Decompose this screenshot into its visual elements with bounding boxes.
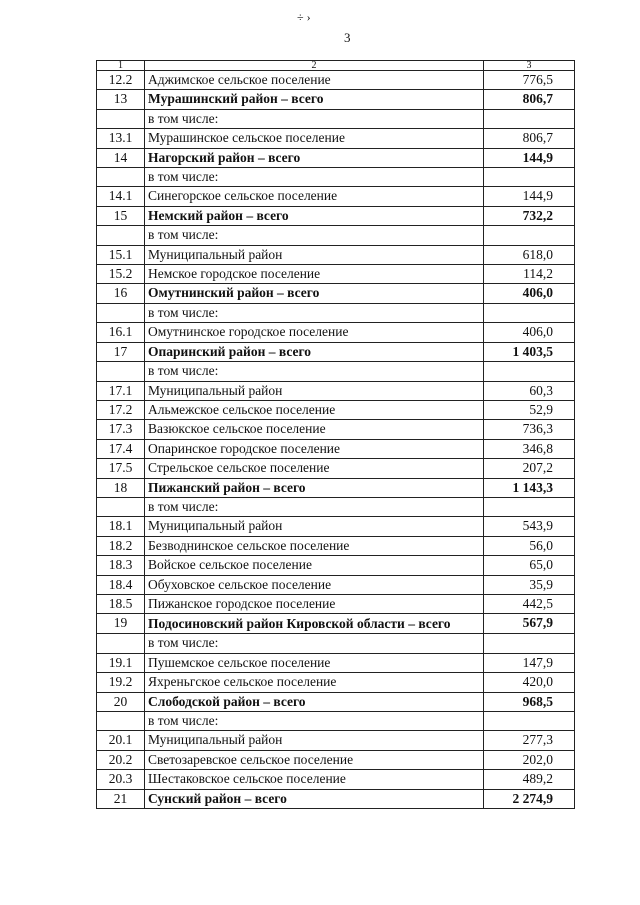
- column-header-1: 1: [97, 61, 145, 71]
- row-name: Муниципальный район: [145, 245, 484, 264]
- row-number: 19.1: [97, 653, 145, 672]
- row-number: 20.2: [97, 750, 145, 769]
- row-value: [484, 303, 575, 322]
- table-row: [97, 536, 575, 555]
- row-value: 1 143,3: [484, 478, 575, 497]
- row-number: 19: [97, 614, 145, 634]
- row-value: 2 274,9: [484, 789, 575, 808]
- column-number-row: [97, 61, 575, 71]
- row-number: [97, 226, 145, 245]
- row-value: 489,2: [484, 770, 575, 789]
- row-value: [484, 712, 575, 731]
- row-name: Опаринское городское поселение: [145, 439, 484, 458]
- table-row: [97, 420, 575, 439]
- row-value: 52,9: [484, 400, 575, 419]
- row-name: Аджимское сельское поселение: [145, 71, 484, 90]
- row-number: [97, 362, 145, 381]
- table-row: [97, 614, 575, 634]
- row-value: 618,0: [484, 245, 575, 264]
- row-name: Обуховское сельское поселение: [145, 575, 484, 594]
- row-number: [97, 303, 145, 322]
- row-number: 17.3: [97, 420, 145, 439]
- row-value: 1 403,5: [484, 342, 575, 361]
- table-row: [97, 517, 575, 536]
- row-value: 420,0: [484, 673, 575, 692]
- row-name: Муниципальный район: [145, 381, 484, 400]
- row-name: Омутнинский район – всего: [145, 284, 484, 303]
- table-row: [97, 129, 575, 148]
- table-row: [97, 459, 575, 478]
- row-number: 12.2: [97, 71, 145, 90]
- row-name: Яхреньгское сельское поселение: [145, 673, 484, 692]
- row-value: 144,9: [484, 187, 575, 206]
- row-name: Сунский район – всего: [145, 789, 484, 808]
- table-row: [97, 245, 575, 264]
- table-row: [97, 90, 575, 109]
- column-header-3: 3: [484, 61, 575, 71]
- row-value: 56,0: [484, 536, 575, 555]
- table-row: [97, 206, 575, 225]
- row-value: [484, 226, 575, 245]
- row-name: в том числе:: [145, 303, 484, 322]
- row-value: 144,9: [484, 148, 575, 167]
- row-number: 13: [97, 90, 145, 109]
- row-value: 346,8: [484, 439, 575, 458]
- row-name: Стрельское сельское поселение: [145, 459, 484, 478]
- row-name: Подосиновский район Кировской области – всего: [145, 614, 484, 634]
- row-number: 14: [97, 148, 145, 167]
- table-row: [97, 497, 575, 516]
- row-number: 18.4: [97, 575, 145, 594]
- table-row: [97, 731, 575, 750]
- row-value: 202,0: [484, 750, 575, 769]
- row-value: 277,3: [484, 731, 575, 750]
- table-row: [97, 342, 575, 361]
- row-name: Шестаковское сельское поселение: [145, 770, 484, 789]
- row-number: 18: [97, 478, 145, 497]
- row-number: [97, 497, 145, 516]
- table-row: [97, 673, 575, 692]
- column-header-2: 2: [145, 61, 484, 71]
- row-value: 60,3: [484, 381, 575, 400]
- page-number: 3: [344, 30, 351, 45]
- row-name: Нагорский район – всего: [145, 148, 484, 167]
- row-name: в том числе:: [145, 497, 484, 516]
- row-value: 806,7: [484, 129, 575, 148]
- scan-mark: ÷ ›: [297, 10, 311, 24]
- table-row: [97, 712, 575, 731]
- row-name: Мурашинский район – всего: [145, 90, 484, 109]
- table-row: [97, 187, 575, 206]
- row-value: 406,0: [484, 284, 575, 303]
- table-row: [97, 556, 575, 575]
- row-value: [484, 497, 575, 516]
- row-value: 114,2: [484, 265, 575, 284]
- row-value: 406,0: [484, 323, 575, 342]
- table-row: [97, 789, 575, 808]
- row-name: в том числе:: [145, 362, 484, 381]
- row-name: Муниципальный район: [145, 517, 484, 536]
- row-value: [484, 362, 575, 381]
- table-row: [97, 226, 575, 245]
- table-row: [97, 284, 575, 303]
- row-number: 19.2: [97, 673, 145, 692]
- row-name: в том числе:: [145, 712, 484, 731]
- table-row: [97, 439, 575, 458]
- row-name: Вазюкское сельское поселение: [145, 420, 484, 439]
- row-value: 207,2: [484, 459, 575, 478]
- table-row: [97, 575, 575, 594]
- row-name: в том числе:: [145, 168, 484, 187]
- row-value: 968,5: [484, 692, 575, 711]
- table-row: [97, 634, 575, 653]
- table-row: [97, 303, 575, 322]
- row-number: 20.3: [97, 770, 145, 789]
- row-number: 20.1: [97, 731, 145, 750]
- row-value: 736,3: [484, 420, 575, 439]
- row-value: 776,5: [484, 71, 575, 90]
- row-value: [484, 109, 575, 128]
- row-number: 16: [97, 284, 145, 303]
- table-row: [97, 594, 575, 613]
- row-name: в том числе:: [145, 226, 484, 245]
- row-value: 543,9: [484, 517, 575, 536]
- row-number: 18.2: [97, 536, 145, 555]
- row-number: [97, 712, 145, 731]
- table-row: [97, 653, 575, 672]
- table-row: [97, 478, 575, 497]
- table-body: [97, 71, 575, 809]
- table-row: [97, 770, 575, 789]
- row-number: 16.1: [97, 323, 145, 342]
- row-name: Омутнинское городское поселение: [145, 323, 484, 342]
- row-number: 17.4: [97, 439, 145, 458]
- row-name: Пушемское сельское поселение: [145, 653, 484, 672]
- row-name: Немское городское поселение: [145, 265, 484, 284]
- row-value: 65,0: [484, 556, 575, 575]
- row-number: 20: [97, 692, 145, 711]
- row-number: [97, 634, 145, 653]
- row-name: Немский район – всего: [145, 206, 484, 225]
- row-number: 18.3: [97, 556, 145, 575]
- table-row: [97, 323, 575, 342]
- table-row: [97, 750, 575, 769]
- row-number: 13.1: [97, 129, 145, 148]
- row-name: Пижанское городское поселение: [145, 594, 484, 613]
- row-value: 567,9: [484, 614, 575, 634]
- row-value: 442,5: [484, 594, 575, 613]
- row-name: Синегорское сельское поселение: [145, 187, 484, 206]
- row-name: Пижанский район – всего: [145, 478, 484, 497]
- row-name: Войское сельское поселение: [145, 556, 484, 575]
- row-number: 17.1: [97, 381, 145, 400]
- table-row: [97, 148, 575, 167]
- row-name: Безводнинское сельское поселение: [145, 536, 484, 555]
- table-row: [97, 381, 575, 400]
- row-name: Мурашинское сельское поселение: [145, 129, 484, 148]
- row-name: Слободской район – всего: [145, 692, 484, 711]
- row-number: [97, 168, 145, 187]
- row-number: 17.5: [97, 459, 145, 478]
- row-value: [484, 168, 575, 187]
- row-value: [484, 634, 575, 653]
- row-name: в том числе:: [145, 109, 484, 128]
- row-number: 21: [97, 789, 145, 808]
- table-row: [97, 265, 575, 284]
- row-name: Опаринский район – всего: [145, 342, 484, 361]
- row-number: 15: [97, 206, 145, 225]
- budget-table: [96, 60, 575, 809]
- table-row: [97, 362, 575, 381]
- row-value: 147,9: [484, 653, 575, 672]
- row-name: Альмежское сельское поселение: [145, 400, 484, 419]
- table-row: [97, 168, 575, 187]
- row-number: 15.2: [97, 265, 145, 284]
- row-value: 732,2: [484, 206, 575, 225]
- row-number: [97, 109, 145, 128]
- row-name: Светозаревское сельское поселение: [145, 750, 484, 769]
- row-number: 18.1: [97, 517, 145, 536]
- table-row: [97, 71, 575, 90]
- row-number: 15.1: [97, 245, 145, 264]
- row-number: 14.1: [97, 187, 145, 206]
- row-value: 806,7: [484, 90, 575, 109]
- row-number: 18.5: [97, 594, 145, 613]
- row-value: 35,9: [484, 575, 575, 594]
- table-row: [97, 692, 575, 711]
- table-row: [97, 400, 575, 419]
- row-name: Муниципальный район: [145, 731, 484, 750]
- row-number: 17: [97, 342, 145, 361]
- row-name: в том числе:: [145, 634, 484, 653]
- row-number: 17.2: [97, 400, 145, 419]
- table-row: [97, 109, 575, 128]
